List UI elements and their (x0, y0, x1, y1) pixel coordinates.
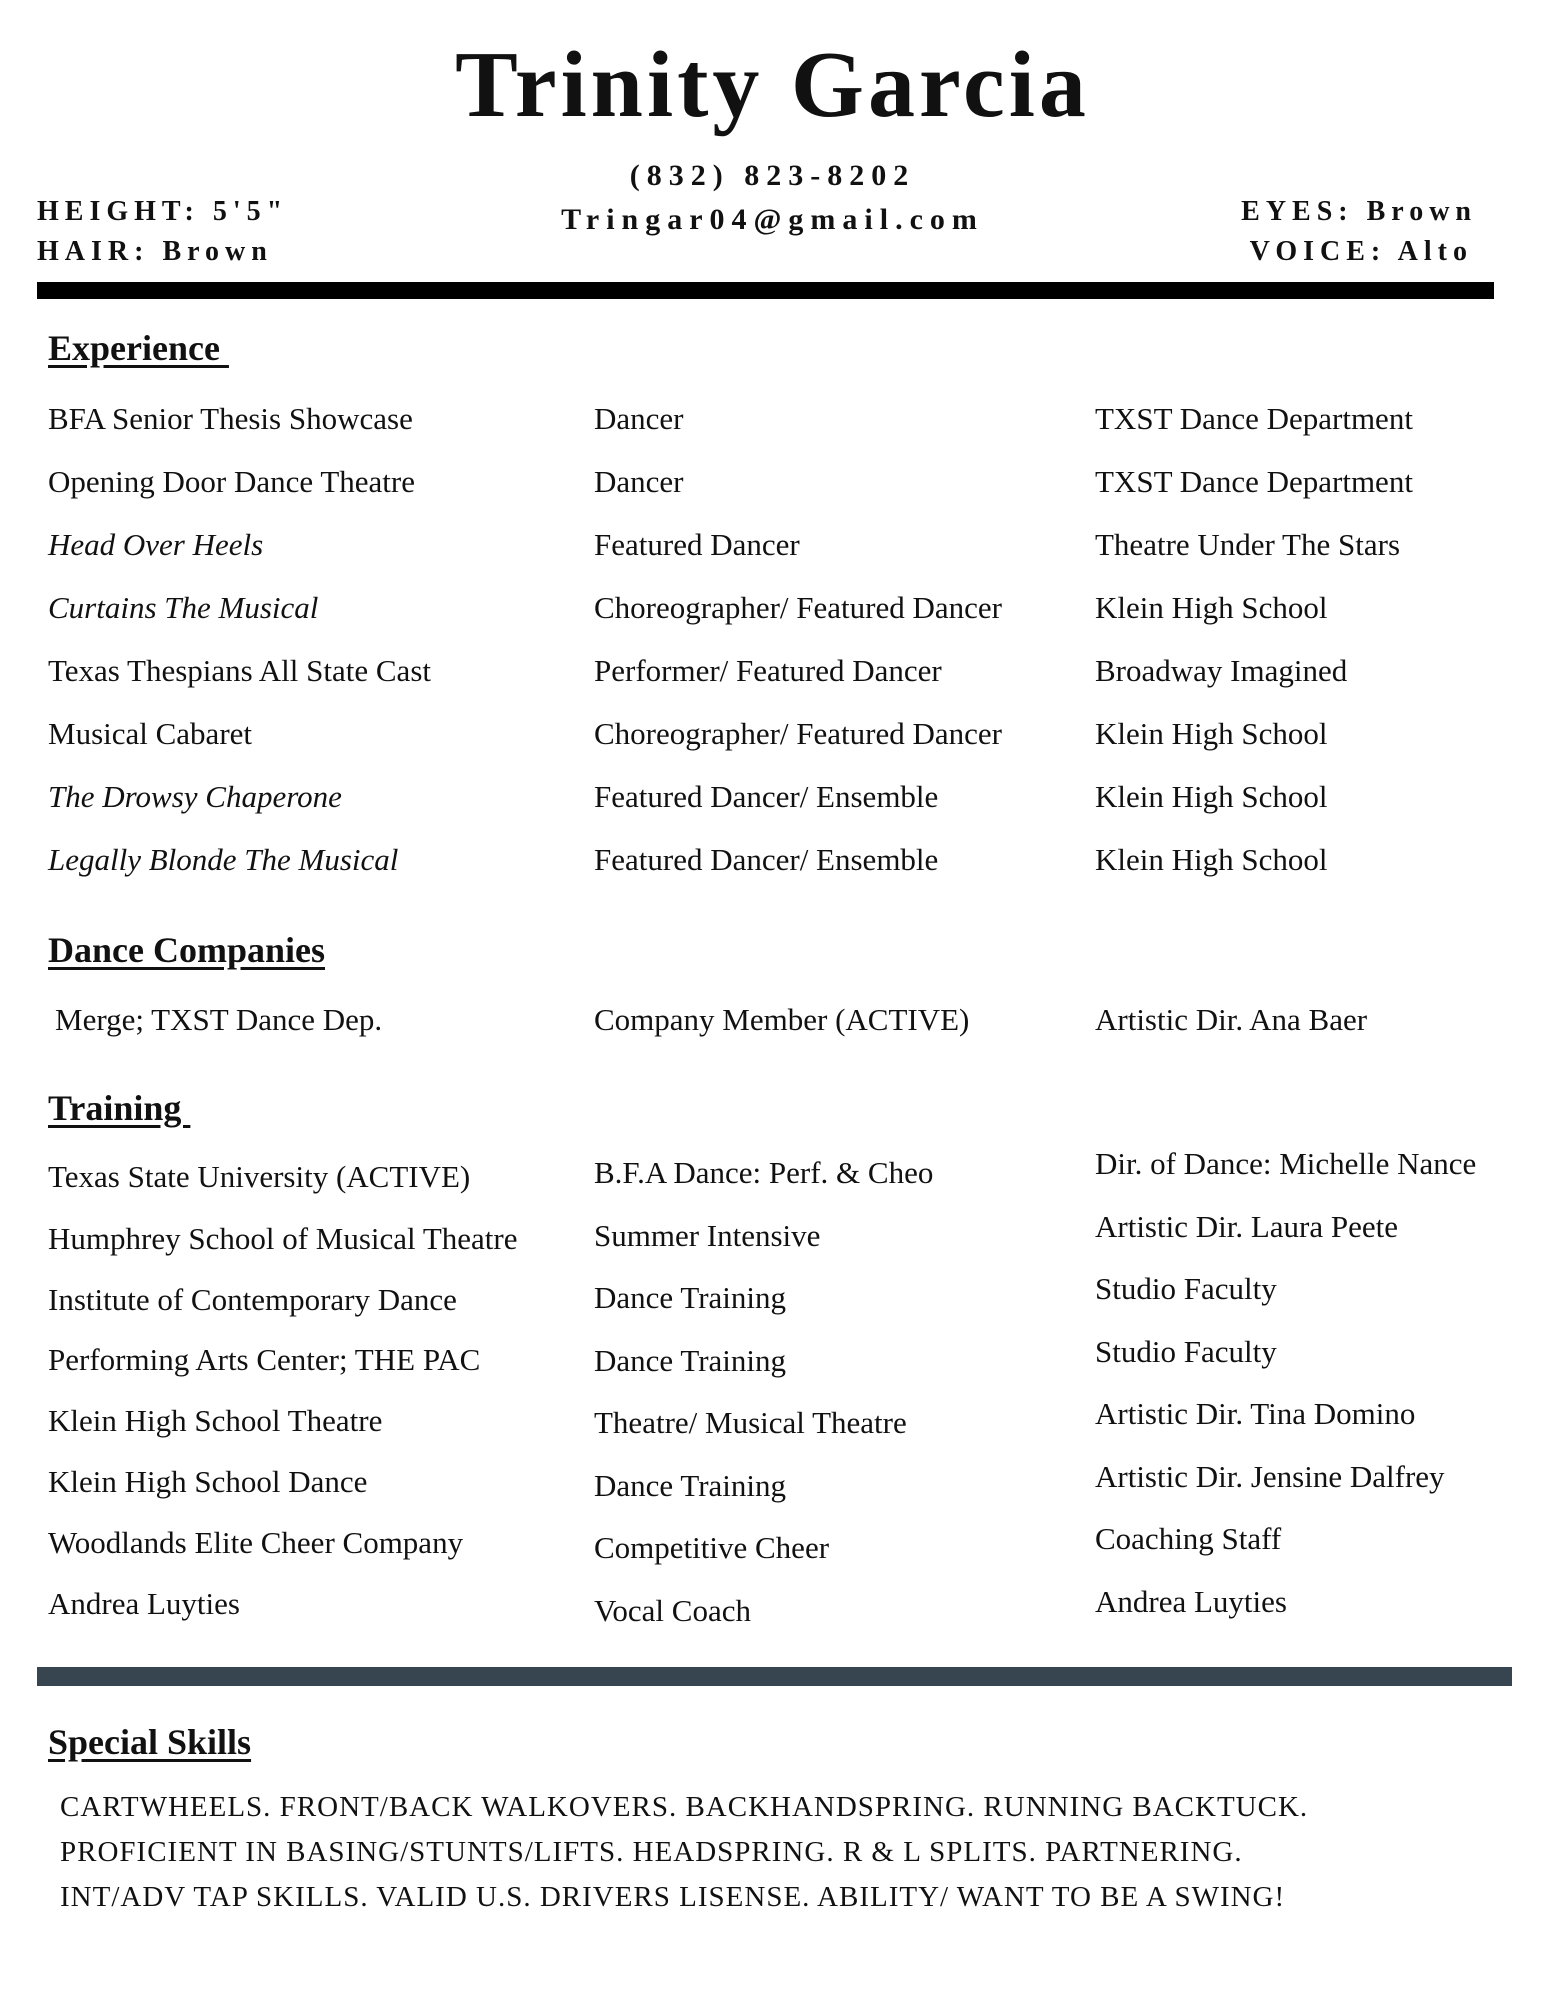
experience-org: Klein High School (1095, 590, 1328, 625)
experience-title: Legally Blonde The Musical (48, 842, 399, 877)
experience-row (0, 844, 1545, 884)
experience-title: Head Over Heels (48, 527, 264, 562)
skills-line: INT/ADV TAP SKILLS. VALID U.S. DRIVERS LISENSE. ABILITY/ WANT TO BE A SWING! (60, 1881, 1286, 1913)
training-program: Dance Training (594, 1468, 787, 1503)
training-instructor: Artistic Dir. Laura Peete (1095, 1209, 1399, 1244)
experience-role: Dancer (594, 464, 684, 499)
experience-heading: Experience (48, 328, 229, 368)
experience-row (0, 466, 1545, 506)
experience-row (0, 718, 1545, 758)
training-school: Institute of Contemporary Dance (48, 1282, 457, 1317)
training-program: Summer Intensive (594, 1218, 821, 1253)
experience-title: Opening Door Dance Theatre (48, 464, 415, 499)
training-instructor: Studio Faculty (1095, 1271, 1277, 1306)
training-school: Klein High School Theatre (48, 1403, 383, 1438)
skills-line: PROFICIENT IN BASING/STUNTS/LIFTS. HEADSPRING. R & L SPLITS. PARTNERING. (60, 1836, 1243, 1868)
experience-row (0, 403, 1545, 443)
training-instructor: Coaching Staff (1095, 1521, 1282, 1556)
experience-role: Featured Dancer (594, 527, 800, 562)
experience-title: Curtains The Musical (48, 590, 319, 625)
training-school: Klein High School Dance (48, 1464, 368, 1499)
experience-role: Performer/ Featured Dancer (594, 653, 942, 688)
height-stat: HEIGHT: 5'5" (37, 196, 289, 227)
training-program: Vocal Coach (594, 1593, 751, 1628)
experience-title: The Drowsy Chaperone (48, 779, 342, 814)
training-instructor: Studio Faculty (1095, 1334, 1277, 1369)
experience-row (0, 592, 1545, 632)
training-program: Theatre/ Musical Theatre (594, 1405, 907, 1440)
voice-stat: VOICE: Alto (1249, 236, 1473, 267)
company-name: Merge; TXST Dance Dep. (55, 1002, 383, 1037)
resume-name: Trinity Garcia (455, 33, 1090, 137)
experience-title: Musical Cabaret (48, 716, 253, 751)
experience-org: TXST Dance Department (1095, 401, 1413, 436)
phone-number: (832) 823-8202 (629, 159, 916, 192)
eyes-stat: EYES: Brown (1241, 196, 1477, 227)
experience-org: TXST Dance Department (1095, 464, 1413, 499)
training-instructor: Andrea Luyties (1095, 1584, 1287, 1619)
experience-row (0, 655, 1545, 695)
experience-role: Choreographer/ Featured Dancer (594, 590, 1002, 625)
company-role: Company Member (ACTIVE) (594, 1002, 970, 1037)
training-program: Dance Training (594, 1280, 787, 1315)
section-divider (37, 1667, 1512, 1686)
training-school: Woodlands Elite Cheer Company (48, 1525, 464, 1560)
experience-row (0, 781, 1545, 821)
training-instructor: Dir. of Dance: Michelle Nance (1095, 1146, 1477, 1181)
hair-stat: HAIR: Brown (37, 236, 273, 267)
experience-org: Klein High School (1095, 779, 1328, 814)
experience-org: Broadway Imagined (1095, 653, 1348, 688)
experience-title: Texas Thespians All State Cast (48, 653, 431, 688)
experience-title: BFA Senior Thesis Showcase (48, 401, 413, 436)
training-school: Humphrey School of Musical Theatre (48, 1221, 518, 1256)
experience-row (0, 529, 1545, 569)
experience-org: Klein High School (1095, 842, 1328, 877)
company-row (0, 1004, 1545, 1044)
training-program: Dance Training (594, 1343, 787, 1378)
training-school: Texas State University (ACTIVE) (48, 1159, 471, 1194)
training-heading: Training (48, 1088, 191, 1128)
training-school: Andrea Luyties (48, 1586, 240, 1621)
header-divider (37, 282, 1494, 299)
experience-org: Klein High School (1095, 716, 1328, 751)
training-instructor: Artistic Dir. Tina Domino (1095, 1396, 1416, 1431)
company-director: Artistic Dir. Ana Baer (1095, 1002, 1368, 1037)
email-address: Tringar04@gmail.com (561, 203, 984, 236)
experience-role: Featured Dancer/ Ensemble (594, 779, 939, 814)
training-program: B.F.A Dance: Perf. & Cheo (594, 1155, 934, 1190)
training-instructor: Artistic Dir. Jensine Dalfrey (1095, 1459, 1445, 1494)
experience-role: Choreographer/ Featured Dancer (594, 716, 1002, 751)
experience-role: Featured Dancer/ Ensemble (594, 842, 939, 877)
special-skills-heading: Special Skills (48, 1722, 252, 1762)
experience-org: Theatre Under The Stars (1095, 527, 1401, 562)
skills-line: CARTWHEELS. FRONT/BACK WALKOVERS. BACKHANDSPRING. RUNNING BACKTUCK. (60, 1791, 1309, 1823)
training-program: Competitive Cheer (594, 1530, 830, 1565)
dance-companies-heading: Dance Companies (48, 930, 325, 970)
experience-role: Dancer (594, 401, 684, 436)
training-school: Performing Arts Center; THE PAC (48, 1342, 481, 1377)
